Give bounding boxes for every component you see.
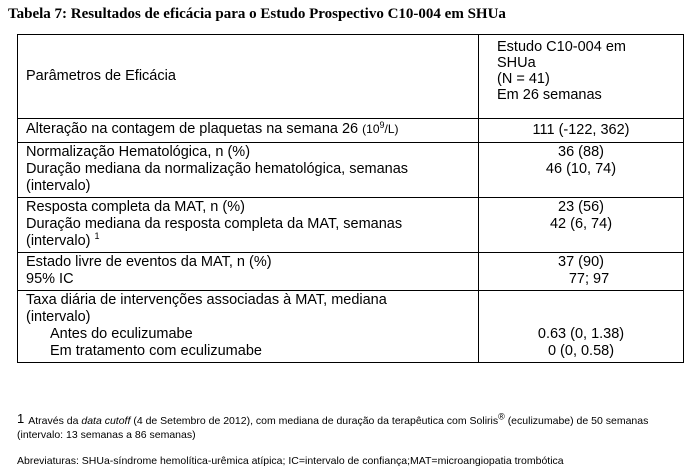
footnote-ref: 1 — [94, 231, 100, 242]
table-title: Tabela 7: Resultados de eficácia para o Estudo Prospectivo C10-004 em SHUa — [8, 6, 506, 22]
table-row-hematologic — [18, 143, 684, 198]
mat-response-label2: Duração mediana da resposta completa da MAT, semanas — [26, 216, 403, 232]
header-study-line1: Estudo C10-004 em — [497, 39, 626, 55]
header-study-line2: SHUa — [497, 55, 536, 71]
platelets-label-cell — [18, 119, 479, 143]
footnote-number: 1 — [17, 411, 25, 426]
hematologic-label3: (intervalo) — [26, 178, 91, 194]
platelets-unit: $(10^9/L)$ — [362, 120, 399, 136]
footnote-italic: data cutoff — [81, 415, 131, 427]
interventions-value2: 0 (0, 0.58) — [547, 343, 615, 359]
header-study — [479, 35, 684, 119]
event-free-value1: 37 (90) — [558, 254, 604, 270]
mat-response-value1: 23 (56) — [558, 199, 604, 215]
event-free-values — [479, 253, 684, 291]
table-row-mat-response — [18, 198, 684, 253]
platelets-label: Alteração na contagem de plaquetas na semana 26 — [26, 121, 359, 137]
registered-mark: ® — [498, 411, 505, 422]
header-study-n: (N = 41) — [497, 71, 550, 87]
interventions-label4: Em tratamento com eculizumabe — [50, 343, 262, 359]
mat-response-label3: (intervalo) $^1$ — [26, 231, 100, 249]
table-row-event-free — [18, 253, 684, 291]
interventions-label2: (intervalo) — [26, 309, 91, 325]
interventions-values — [479, 291, 684, 363]
table-row-platelets — [18, 119, 684, 143]
hematologic-label1: Normalização Hematológica, n (%) — [26, 144, 251, 160]
header-study-duration: Em 26 semanas — [497, 87, 602, 103]
header-parameters-label: Parâmetros de Eficácia — [26, 67, 176, 84]
hematologic-label-cell — [18, 143, 479, 198]
hematologic-value1: 36 (88) — [558, 144, 604, 160]
hematologic-value2: 46 (10, 74) — [545, 161, 617, 177]
footnote-1: 1 Através da data cutoff (4 de Setembro de 2012), com mediana de duração da terapêutica com Soliris® (eculizumabe) de 50 semanas (intervalo: 13 semanas a 86 semanas) — [17, 411, 649, 441]
interventions-label3: Antes do eculizumabe — [50, 326, 193, 342]
mat-response-values — [479, 198, 684, 253]
interventions-label-cell — [18, 291, 479, 363]
platelets-value: 111 (-122, 362) — [479, 119, 684, 143]
mat-response-label1: Resposta completa da MAT, n (%) — [26, 199, 245, 215]
event-free-label2: 95% IC — [26, 271, 74, 287]
efficacy-table — [17, 34, 684, 363]
event-free-label-cell — [18, 253, 479, 291]
mat-response-value2: 42 (6, 74) — [549, 216, 613, 232]
mat-response-label-cell — [18, 198, 479, 253]
hematologic-label2: Duração mediana da normalização hematológica, semanas — [26, 161, 409, 177]
abbreviations: Abreviaturas: SHUa-síndrome hemolítica-urêmica atípica; IC=intervalo de confiança;MAT=microangiopatia trombótica — [17, 455, 564, 467]
table-row-interventions — [18, 291, 684, 363]
event-free-value2: 77; 97 — [568, 271, 610, 287]
header-parameters — [18, 35, 479, 119]
event-free-label1: Estado livre de eventos da MAT, n (%) — [26, 254, 272, 270]
interventions-label1: Taxa diária de intervenções associadas à MAT, mediana — [26, 292, 387, 308]
interventions-value1: 0.63 (0, 1.38) — [537, 326, 625, 342]
hematologic-values — [479, 143, 684, 198]
table-header-row — [18, 35, 684, 119]
